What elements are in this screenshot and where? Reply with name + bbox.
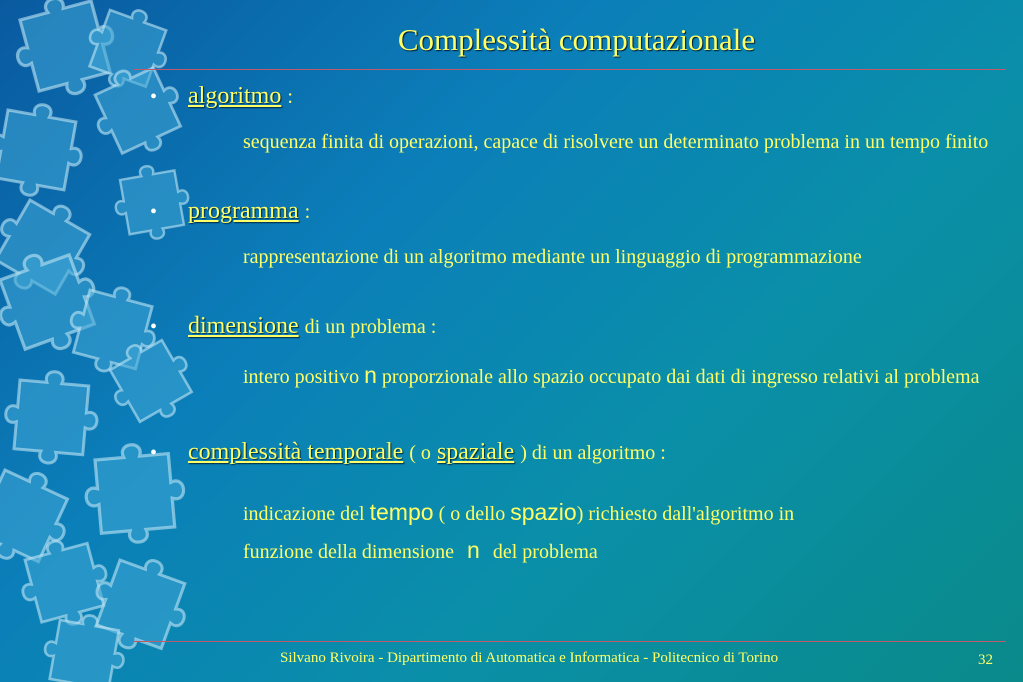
definition-programma: rappresentazione di un algoritmo mediante un linguaggio di programmazione [243, 246, 862, 268]
word-spazio: spazio [510, 499, 577, 525]
term-suffix: : [304, 201, 311, 223]
bullet-complessita [150, 439, 666, 466]
definition-complessita [243, 494, 1013, 570]
def-text: ( o dello [438, 503, 506, 525]
bullet-dot: • [150, 316, 158, 338]
def-text: proporzionale allo spazio occupato dai dati di ingresso relativi al problema [381, 366, 980, 388]
def-text: del problema [492, 541, 598, 563]
symbol-n: n [364, 362, 377, 388]
bullet-dimensione [150, 313, 436, 340]
definition-dimensione [243, 362, 1013, 391]
def-text: indicazione del [243, 503, 365, 525]
term-mid: ( o [409, 442, 431, 464]
term-suffix: ) di un algoritmo : [520, 442, 666, 464]
term-algoritmo: algoritmo [188, 83, 282, 109]
term-programma: programma [188, 198, 299, 224]
term-spaziale: spaziale [436, 439, 515, 465]
bullet-programma [150, 198, 310, 225]
bullet-algoritmo [150, 83, 293, 110]
def-text: intero positivo [243, 366, 360, 388]
page-number: 32 [978, 652, 993, 668]
term-dimensione: dimensione [188, 313, 299, 339]
bullet-dot: • [150, 442, 158, 464]
term-suffix: : [287, 86, 293, 108]
term-suffix: di un problema : [304, 316, 437, 338]
bullet-dot: • [150, 86, 158, 108]
word-tempo: tempo [369, 499, 434, 525]
footer-divider [134, 641, 1006, 642]
bullet-dot: • [150, 201, 158, 223]
definition-algoritmo: sequenza finita di operazioni, capace di risolvere un determinato problema in un tempo finito [243, 131, 989, 153]
term-complessita-temporale: complessità temporale [188, 439, 404, 465]
slide-title: Complessità computazionale [397, 22, 756, 57]
def-text: funzione della dimensione [243, 541, 455, 563]
symbol-n: n [467, 537, 480, 563]
def-text: ) richiesto dall'algoritmo in [576, 503, 795, 525]
title-divider [134, 69, 1006, 70]
footer-credit: Silvano Rivoira - Dipartimento di Automatica e Informatica - Politecnico di Torino [280, 650, 779, 666]
